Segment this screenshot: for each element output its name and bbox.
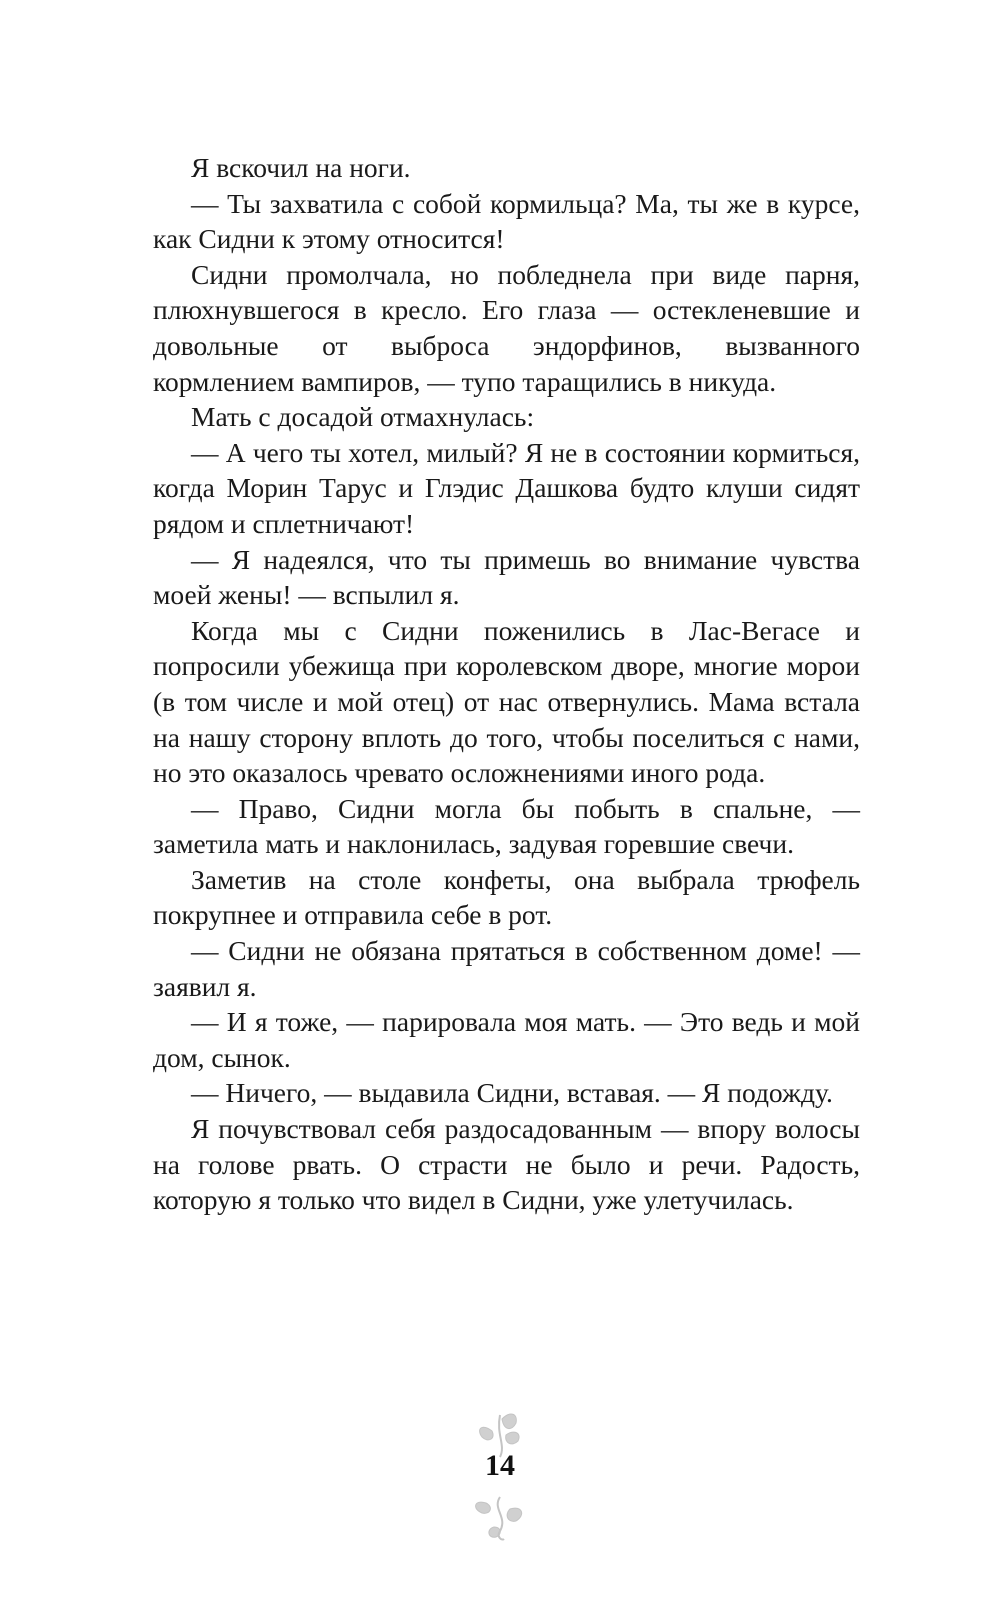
page-folio [430,1405,570,1545]
paragraph: Когда мы с Сидни поженились в Лас-Вегасе и попросили убежища при королевском дворе, многие морои (в том числе и мой отец) от нас отвернулись. Мама встала на нашу сторону вплоть до того, чтобы поселиться с нами, но это оказалось чревато осложнениями иного рода. [153,614,860,789]
paragraph: — Я надеялся, что ты примешь во внимание чувства моей жены! — вспылил я. [153,543,860,611]
paragraph: — Ничего, — выдавила Сидни, вставая. — Я подожду. [191,1077,833,1109]
paragraph: — Сидни не обязана прятаться в собственном доме! — заявил я. [153,935,860,1002]
paragraph: Я почувствовал себя раздосадованным — впору волосы на голове рвать. О страсти не было и речи. Радость, которую я только что видел в Сидни, уже улетучилась. [153,1113,860,1216]
paragraph: — И я тоже, — парировала моя мать. — Это ведь и мой дом, сынок. [153,1006,860,1073]
body-text [153,150,860,1218]
paragraph: Заметив на столе конфеты, она выбрала трюфель покрупнее и отправила себе в рот. [153,863,860,931]
paragraph: Я вскочил на ноги. [191,152,411,183]
paragraph: — А чего ты хотел, милый? Я не в состоянии кормиться, когда Морин Тарус и Глэдис Дашкова будто клуши сидят рядом и сплетничают! [153,436,860,539]
paragraph: Сидни промолчала, но побледнела при виде парня, плюхнувшегося в кресло. Его глаза — остекленевшие и довольные от выброса эндорфинов, вызванного кормлением вампиров, — тупо таращились в никуда. [153,258,860,397]
paragraph: — Право, Сидни могла бы побыть в спальне, — заметила мать и наклонилась, задувая горевшие свечи. [153,792,860,860]
paragraph: Мать с досадой отмахнулась: [191,401,535,433]
page-number: 14 [485,1449,515,1482]
paragraph: — Ты захватила с собой кормильца? Ма, ты же в курсе, как Сидни к этому относится! [153,187,860,255]
